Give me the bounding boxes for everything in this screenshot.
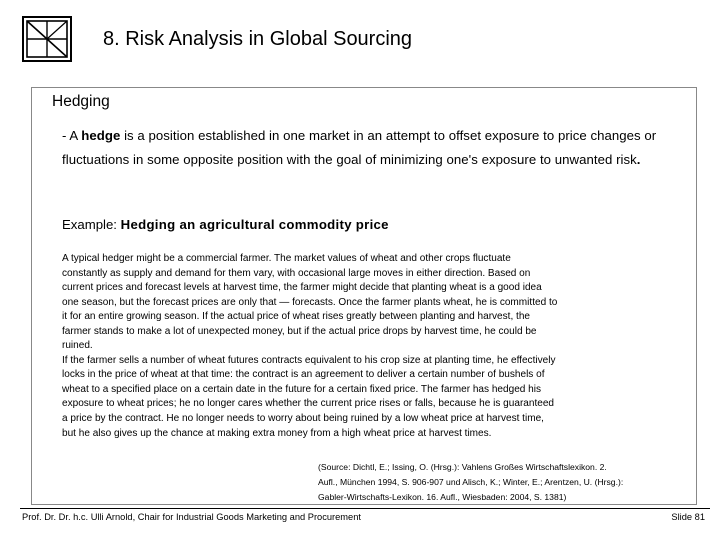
hedge-definition — [62, 124, 692, 172]
body-line: current prices and forecast levels at harvest time, the farmer might decide that planting wheat is a good idea — [62, 282, 542, 294]
body-line: A typical hedger might be a commercial farmer. The market values of wheat and other crops fluctuate — [62, 253, 511, 264]
source-citation — [318, 460, 698, 505]
footer-divider — [20, 508, 710, 509]
body-line: it for an entire growing season. If the actual price of wheat rises greatly between planting and harvest, the — [62, 311, 531, 323]
footer-author: Prof. Dr. Dr. h.c. Ulli Arnold, Chair for Industrial Goods Marketing and Procurement — [22, 512, 361, 522]
source-line: Aufl., München 1994, S. 906-907 und Alisch, K.; Winter, E.; Arentzen, U. (Hrsg.): — [318, 477, 624, 487]
definition-term: hedge — [81, 128, 121, 143]
body-line: exposure to wheat prices; he no longer cares whether the current price rises or falls, because he is guaranteed — [62, 398, 555, 410]
body-line: one season, but the forecast prices are only that — forecasts. Once the farmer plants wheat, he is committed to — [62, 296, 558, 308]
body-line: ruined. — [62, 340, 93, 352]
example-label: Example: — [62, 217, 121, 232]
slide-number: Slide 81 — [671, 512, 705, 522]
definition-text: is a position established in one market in an attempt to offset exposure to price changes or fluctuations in some opposite position with the goal of minimizing one's exposure to unwanted risk — [62, 128, 657, 167]
example-body — [62, 252, 662, 441]
source-line: Gabler-Wirtschafts-Lexikon. 16. Aufl., Wiesbaden: 2004, S. 1381) — [318, 492, 567, 502]
body-line: but he also gives up the chance at making extra money from a high wheat price at harvest times. — [62, 427, 492, 439]
body-line: locks in the price of wheat at that time: the contract is an agreement to deliver a certain number of bushels of — [62, 369, 545, 381]
definition-end: . — [636, 152, 641, 167]
body-line: constantly as supply and demand for them vary, with occasional large moves in either direction. Based on — [62, 267, 531, 279]
source-line: (Source: Dichtl, E.; Issing, O. (Hrsg.): Vahlens Großes Wirtschaftslexikon. 2. — [318, 462, 607, 472]
body-line: wheat to a specified place on a certain date in the future for a certain fixed price. The farmer has hedged his — [62, 383, 541, 395]
body-line: If the farmer sells a number of wheat futures contracts equivalent to his crop size at planting time, he effectively — [62, 354, 556, 366]
section-heading: Hedging — [52, 93, 110, 110]
definition-prefix: - A — [62, 128, 82, 143]
body-line: a price by the contract. He no longer needs to worry about being ruined by a low wheat price at harvest time, — [62, 413, 544, 425]
example-heading — [62, 217, 389, 232]
body-line: farmer stands to make a lot of unexpected money, but if the actual price drops by harvest time, he could be — [62, 325, 537, 337]
slide-title: 8. Risk Analysis in Global Sourcing — [103, 28, 413, 50]
example-title: Hedging an agricultural commodity price — [120, 217, 389, 232]
framed-grid-diagonal-logo — [22, 16, 72, 62]
